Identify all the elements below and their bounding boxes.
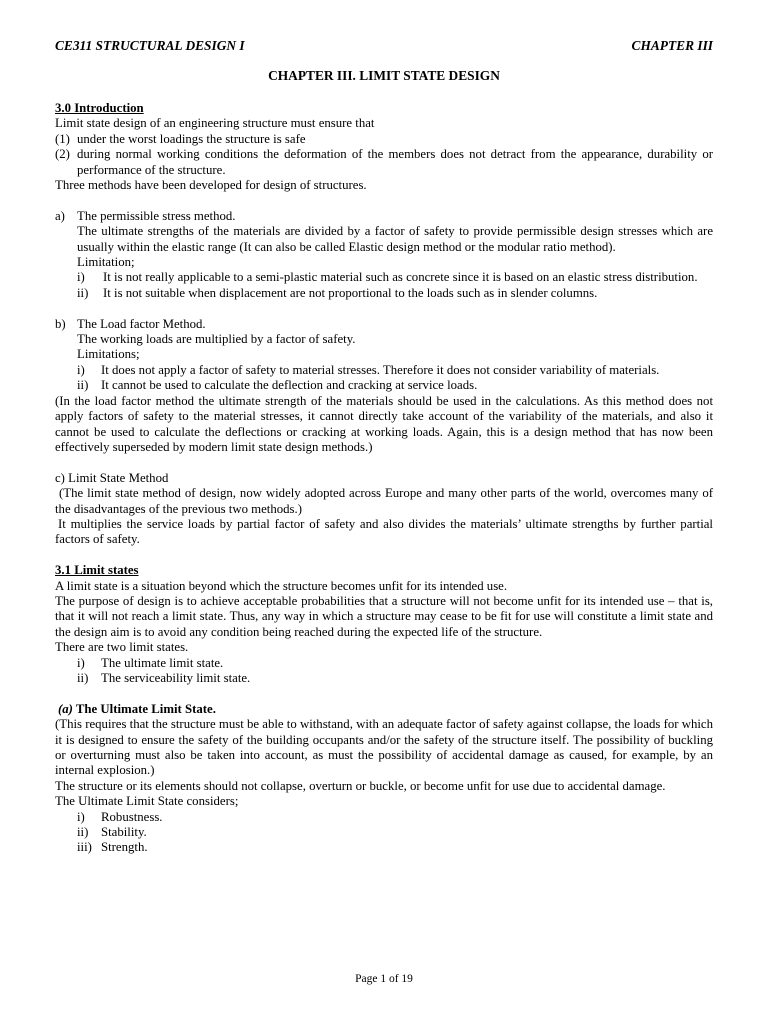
method-c-title: c) Limit State Method: [55, 470, 169, 485]
intro-closing: Three methods have been developed for design of structures.: [55, 178, 367, 193]
list-marker: (1): [55, 131, 70, 146]
uls-lead: The Ultimate Limit State considers;: [55, 794, 239, 809]
uls-para-2: The structure or its elements should not collapse, overturn or buckle, or become unfit for use due to accidental damage.: [55, 778, 666, 793]
header-course: CE311 STRUCTURAL DESIGN I: [55, 38, 245, 53]
method-a-title: The permissible stress method.: [77, 208, 236, 223]
uls-heading-letter: (a): [58, 701, 73, 716]
method-b-limitation-2: [55, 378, 713, 393]
list-marker: b): [55, 316, 66, 331]
chapter-title: CHAPTER III. LIMIT STATE DESIGN: [268, 68, 500, 83]
page-footer: Page 1 of 19: [355, 973, 413, 985]
intro-item-1: [55, 132, 713, 147]
list-marker: ii): [77, 825, 89, 840]
list-item-text: Stability.: [101, 825, 147, 840]
list-marker: i): [77, 362, 85, 377]
limit-states-item-2: [55, 671, 713, 686]
intro-item-2: [55, 147, 713, 178]
list-marker: i): [77, 809, 85, 824]
list-item-text: The ultimate limit state.: [101, 655, 224, 670]
intro-lead: Limit state design of an engineering structure must ensure that: [55, 116, 375, 131]
method-b: [55, 317, 713, 363]
list-item-text: under the worst loadings the structure is safe: [77, 131, 306, 146]
method-a-limitation-1: [55, 270, 713, 285]
list-item-text: It is not suitable when displacement are not proportional to the loads such as in slender columns.: [103, 285, 598, 300]
uls-item-3: [55, 840, 713, 855]
list-item-text: Strength.: [101, 840, 148, 855]
uls-heading-text: The Ultimate Limit State.: [72, 701, 216, 716]
page-content: [55, 101, 713, 856]
method-a: [55, 209, 713, 271]
method-c-para-2: It multiplies the service loads by partial factor of safety and also divides the materials’ ultimate strengths by further partial factors of safety.: [55, 516, 713, 547]
limit-states-item-1: [55, 656, 713, 671]
method-c-para-1: (The limit state method of design, now widely adopted across Europe and many other parts of the world, overcomes many of the disadvantages of the previous two methods.): [55, 486, 713, 516]
uls-para-1: (This requires that the structure must be able to withstand, with an adequate factor of safety against collapse, the loads for which it is designed to ensure the safety of the building occupants and/or the safety of the structure itself. The possibility of buckling or overturning must also be taken into account, as must the possibility of accidental damage as caused, for example, by an internal explosion.): [55, 717, 713, 778]
method-b-limitation-label: Limitations;: [77, 347, 140, 362]
page-header: [55, 38, 713, 54]
method-a-limitation-2: [55, 286, 713, 301]
list-marker: i): [77, 655, 85, 670]
method-a-body: The ultimate strengths of the materials are divided by a factor of safety to provide permissible design stresses which are usually within the elastic range (It can also be called Elastic design method or the modular ratio method).: [77, 224, 713, 254]
limit-states-para-2: The purpose of design is to achieve acceptable probabilities that a structure will not become unfit for its intended use – that is, that it will not reach a limit state. Thus, any way in which a structure may cease to be fit for use will constitute a limit state and the design aim is to avoid any condition being reached during the expected life of the structure.: [55, 593, 713, 639]
list-item-text: The serviceability limit state.: [101, 670, 251, 685]
list-item-text: It is not really applicable to a semi-plastic material such as concrete since it is based on an elastic stress distribution.: [103, 270, 698, 285]
list-marker: ii): [77, 285, 89, 300]
uls-item-2: [55, 825, 713, 840]
method-b-body: The working loads are multiplied by a factor of safety.: [77, 332, 356, 347]
list-marker: iii): [77, 840, 92, 855]
header-chapter: CHAPTER III: [631, 38, 713, 53]
uls-item-1: [55, 810, 713, 825]
list-item-text: It does not apply a factor of safety to material stresses. Therefore it does not consider variability of materials.: [101, 362, 660, 377]
uls-heading: [55, 702, 713, 717]
method-b-note: (In the load factor method the ultimate strength of the materials should be used in the calculations. As this method does not apply factors of safety to the material stresses, it cannot directly take account of the variability of the materials, and also it cannot be used to calculate the deflections or cracking at working loads. Again, this is a design method that has now been effectively superseded by modern limit state design methods.): [55, 393, 713, 454]
list-marker: a): [55, 208, 65, 223]
limit-states-lead: There are two limit states.: [55, 640, 189, 655]
list-item-text: Robustness.: [101, 809, 163, 824]
list-marker: ii): [77, 378, 89, 393]
method-a-limitation-label: Limitation;: [77, 255, 135, 270]
list-item-text: It cannot be used to calculate the deflection and cracking at service loads.: [101, 378, 478, 393]
method-b-title: The Load factor Method.: [77, 316, 206, 331]
list-marker: (2): [55, 147, 70, 162]
list-item-text: during normal working conditions the deformation of the members does not detract from the appearance, durability or performance of the structure.: [77, 147, 713, 177]
list-marker: ii): [77, 670, 89, 685]
limit-states-para-1: A limit state is a situation beyond which the structure becomes unfit for its intended use.: [55, 578, 508, 593]
section-heading-limit-states: 3.1 Limit states: [55, 563, 139, 578]
list-marker: i): [77, 270, 85, 285]
section-heading-introduction: 3.0 Introduction: [55, 101, 144, 115]
method-b-limitation-1: [55, 363, 713, 378]
